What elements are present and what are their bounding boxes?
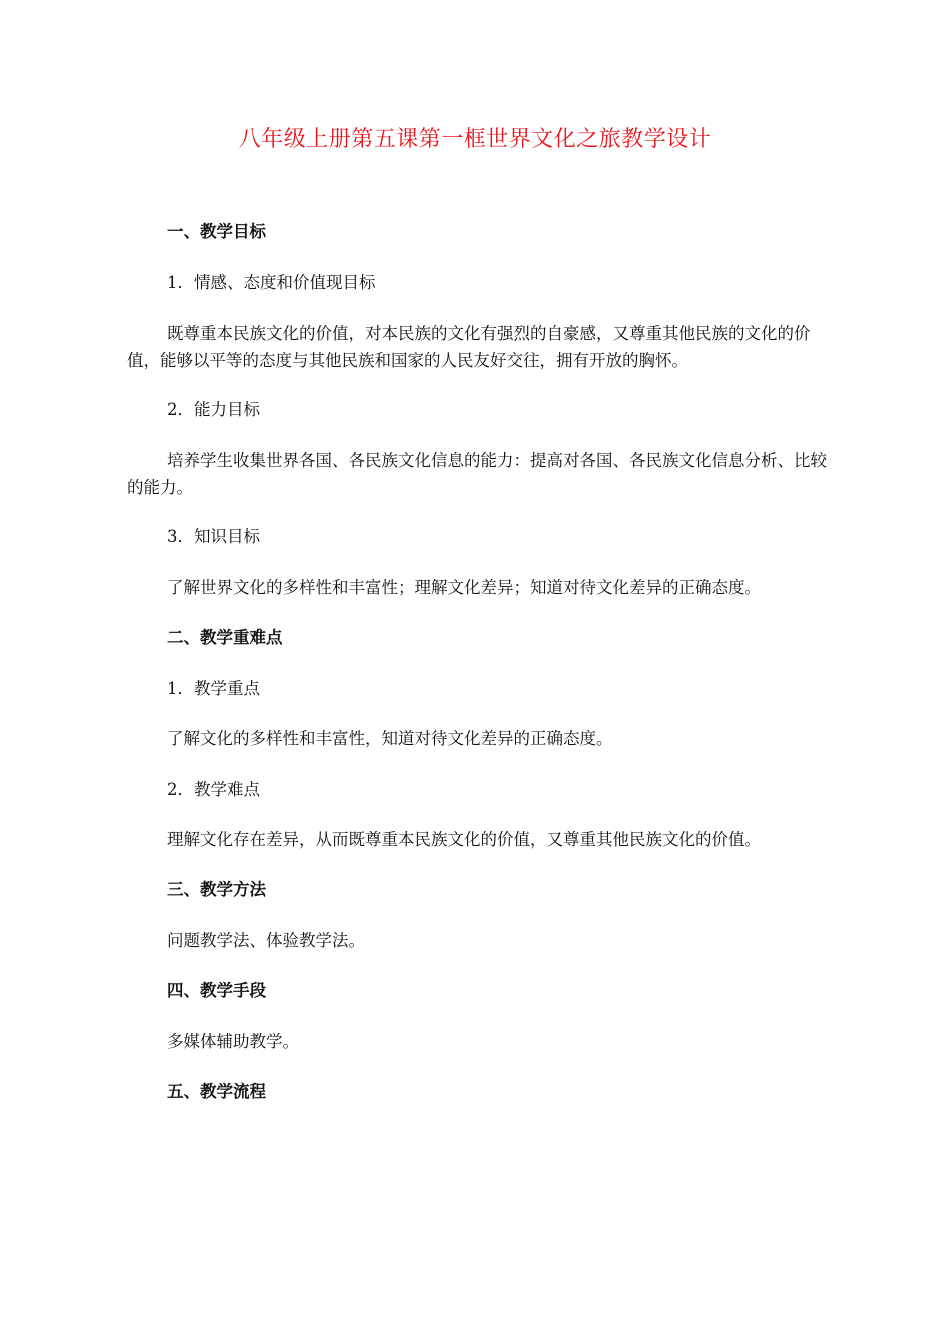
section-heading-methods: 三、教学方法	[167, 880, 266, 899]
subheading-emotion-goal: 1．情感、态度和价值现目标	[167, 273, 376, 292]
subheading-knowledge-goal: 3．知识目标	[167, 527, 260, 546]
document-title: 八年级上册第五课第一框世界文化之旅教学设计	[238, 127, 712, 152]
section-heading-objectives: 一、教学目标	[167, 222, 266, 241]
paragraph-methods: 问题教学法、体验教学法。	[167, 931, 365, 950]
paragraph-ability-goal: 培养学生收集世界各国、各民族文化信息的能力：提高对各国、各民族文化信息分析、比较的能力。	[127, 451, 827, 497]
section-heading-means: 四、教学手段	[167, 981, 266, 1000]
subheading-difficult-point: 2．教学难点	[167, 780, 260, 799]
paragraph-knowledge-goal: 了解世界文化的多样性和丰富性；理解文化差异；知道对待文化差异的正确态度。	[167, 578, 761, 597]
paragraph-means: 多媒体辅助教学。	[167, 1032, 299, 1051]
subheading-ability-goal: 2．能力目标	[167, 400, 260, 419]
subheading-key-point: 1．教学重点	[167, 679, 260, 698]
section-heading-process: 五、教学流程	[167, 1082, 266, 1101]
paragraph-key-point: 了解文化的多样性和丰富性，知道对待文化差异的正确态度。	[167, 729, 613, 748]
paragraph-difficult-point: 理解文化存在差异，从而既尊重本民族文化的价值，又尊重其他民族文化的价值。	[167, 830, 761, 849]
paragraph-emotion-goal: 既尊重本民族文化的价值，对本民族的文化有强烈的自豪感，又尊重其他民族的文化的价值，能够以平等的态度与其他民族和国家的人民友好交往，拥有开放的胸怀。	[127, 324, 811, 370]
section-heading-key-points: 二、教学重难点	[167, 628, 283, 647]
